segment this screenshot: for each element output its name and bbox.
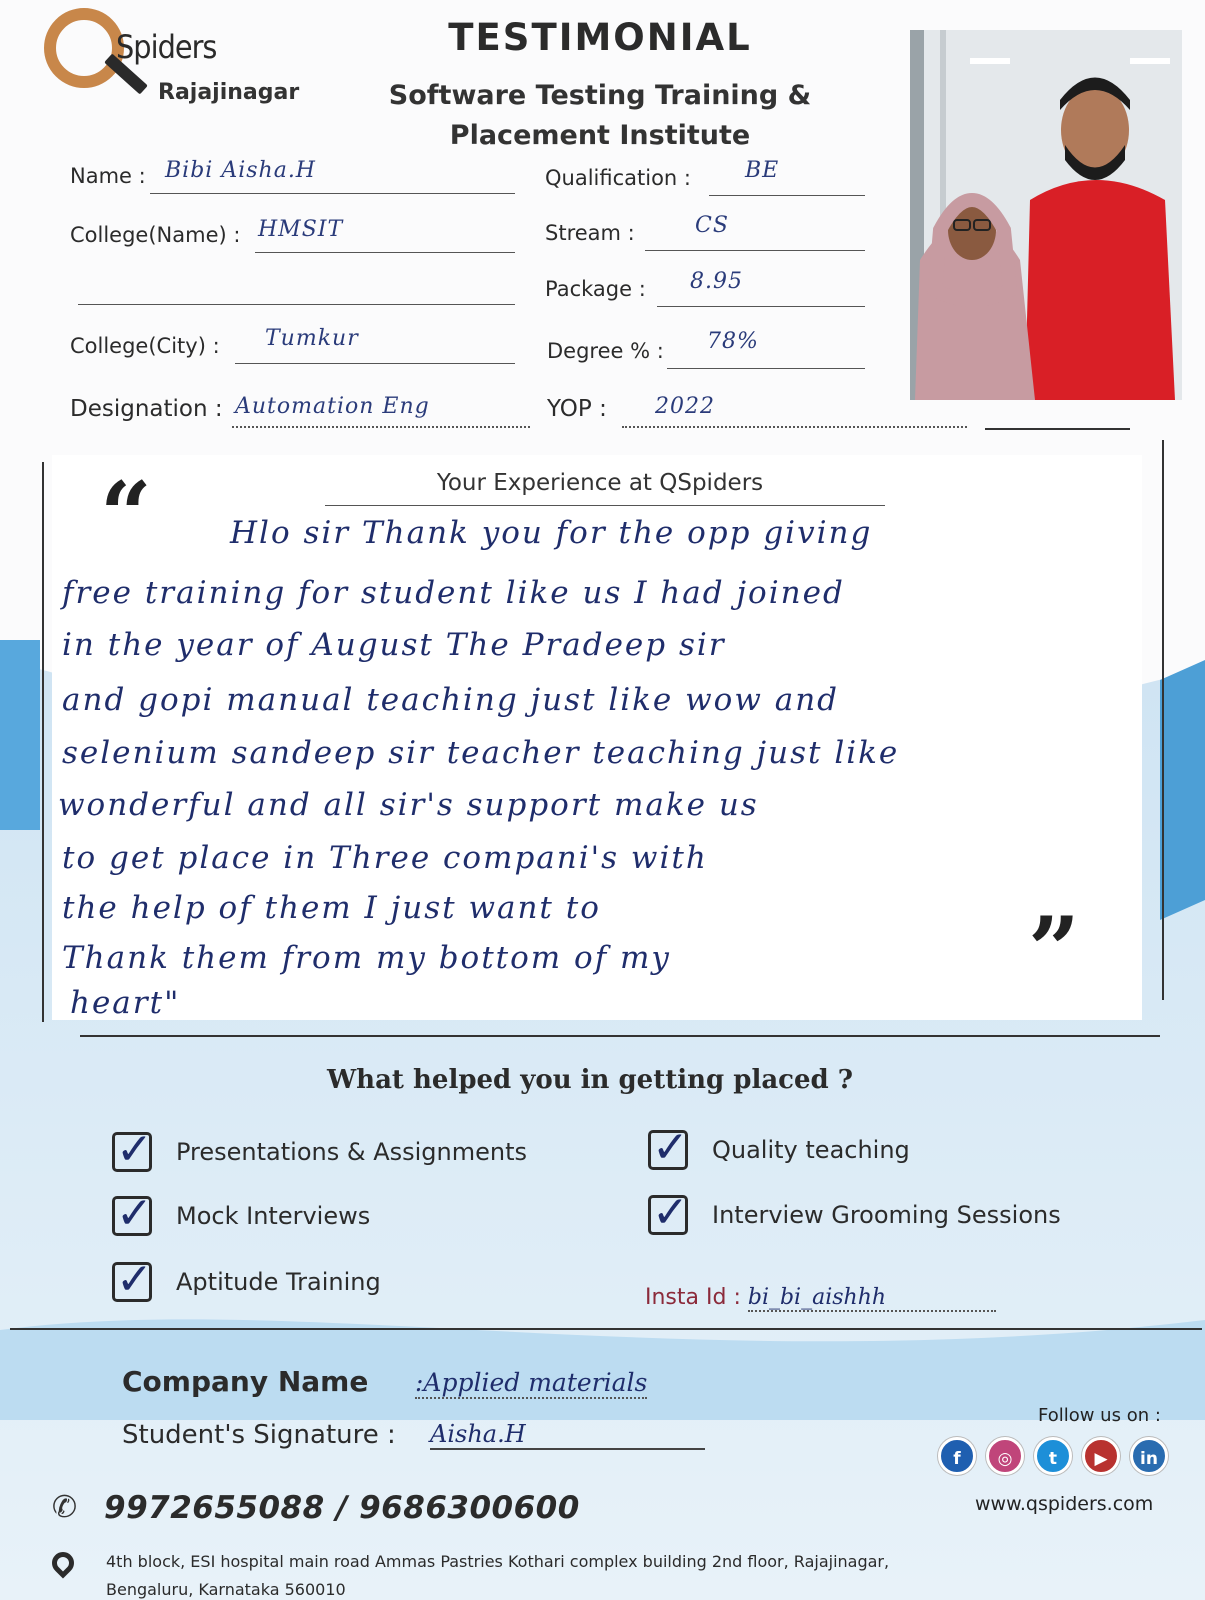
phone-icon: ✆ [52, 1490, 78, 1525]
yop-value: 2022 [655, 394, 715, 419]
college-city-field [70, 326, 515, 364]
name-field [70, 158, 515, 194]
student-photo [910, 30, 1182, 400]
experience-line: Hlo sir Thank you for the opp giving [230, 515, 873, 551]
stream-underline [645, 250, 865, 251]
package-value: 8.95 [690, 269, 743, 294]
experience-line: selenium sandeep sir teacher teaching just like [62, 735, 900, 771]
name-value: Bibi Aisha.H [165, 158, 316, 183]
college-name-extra-line [78, 275, 515, 305]
qspiders-logo [44, 8, 334, 118]
qualification-value: BE [745, 158, 780, 183]
checkmark-icon: ✓ [116, 1188, 153, 1239]
youtube-icon[interactable]: ▶ [1082, 1437, 1120, 1475]
designation-dotline [232, 426, 530, 428]
college-city-underline [235, 363, 515, 364]
experience-line: the help of them I just want to [62, 890, 601, 926]
yop-dotline [622, 426, 967, 428]
stream-field [545, 213, 865, 251]
insta-value: bi_bi_aishhh [748, 1285, 996, 1312]
experience-frame-left [42, 462, 44, 1022]
subtitle-line-1: Software Testing Training & [388, 80, 812, 111]
section-divider [10, 1328, 1202, 1330]
name-underline [150, 193, 515, 194]
package-underline [657, 306, 865, 307]
experience-frame-top [985, 428, 1130, 430]
qualification-label: Qualification : [545, 166, 691, 190]
college-city-value: Tumkur [265, 326, 359, 351]
experience-title-underline [325, 505, 885, 506]
stream-label: Stream : [545, 221, 635, 245]
stream-value: CS [695, 213, 729, 238]
logo-q-ring [44, 8, 124, 88]
experience-line: heart" [70, 985, 181, 1021]
insta-field [645, 1285, 996, 1310]
insta-label: Insta Id : [645, 1285, 741, 1310]
college-name-underline-2 [78, 304, 515, 305]
address [106, 1548, 1006, 1600]
college-name-field [70, 217, 515, 253]
designation-label: Designation : [70, 396, 223, 422]
logo-brand-text: Spiders [116, 28, 217, 66]
logo-branch: Rajajinagar [158, 80, 300, 105]
designation-value: Automation Eng [235, 394, 430, 419]
experience-line: in the year of August The Pradeep sir [62, 627, 726, 663]
checkbox-label: Quality teaching [712, 1136, 910, 1164]
checkbox-label: Aptitude Training [176, 1268, 381, 1296]
twitter-icon[interactable]: t [1034, 1437, 1072, 1475]
name-label: Name : [70, 164, 146, 188]
college-name-underline [255, 252, 515, 253]
experience-line: Thank them from my bottom of my [62, 940, 671, 976]
degree-underline [667, 368, 865, 369]
experience-line: wonderful and all sir's support make us [58, 787, 759, 823]
experience-line: to get place in Three compani's with [62, 840, 708, 876]
checkmark-icon: ✓ [652, 1187, 689, 1238]
experience-title: Your Experience at QSpiders [436, 470, 764, 496]
follow-label: Follow us on : [1038, 1405, 1161, 1426]
address-line-2: Bengaluru, Karnataka 560010 [106, 1580, 346, 1599]
college-name-label: College(Name) : [70, 223, 241, 247]
yop-field [547, 396, 967, 430]
facebook-icon[interactable]: f [938, 1437, 976, 1475]
close-quote-icon: ” [1028, 897, 1080, 1003]
company-name-label: Company Name [122, 1365, 369, 1398]
checkbox-label: Interview Grooming Sessions [712, 1201, 1061, 1229]
subtitle-line-2: Placement Institute [449, 120, 751, 151]
checkmark-icon: ✓ [652, 1122, 689, 1173]
experience-line: free training for student like us I had joined [62, 575, 845, 611]
package-label: Package : [545, 277, 646, 301]
checkmark-icon: ✓ [116, 1254, 153, 1305]
phone-numbers: 9972655088 / 9686300600 [104, 1490, 580, 1526]
college-name-value: HMSIT [258, 217, 344, 242]
checkmark-icon: ✓ [116, 1124, 153, 1175]
address-line-1: 4th block, ESI hospital main road Ammas Pastries Kothari complex building 2nd floor, Rajajinagar, [106, 1552, 890, 1571]
checkbox-label: Presentations & Assignments [176, 1138, 528, 1166]
degree-field [547, 329, 865, 369]
experience-line: and gopi manual teaching just like wow and [62, 682, 840, 718]
degree-value: 78% [707, 329, 759, 354]
degree-label: Degree % : [547, 339, 664, 363]
company-name-value: :Applied materials [415, 1368, 648, 1397]
qualification-underline [709, 195, 865, 196]
instagram-icon[interactable]: ◎ [986, 1437, 1024, 1475]
website-link[interactable]: www.qspiders.com [975, 1493, 1154, 1515]
helped-title: What helped you in getting placed ? [326, 1065, 854, 1095]
linkedin-icon[interactable]: in [1130, 1437, 1168, 1475]
open-quote-icon: “ [100, 462, 152, 568]
signature-label: Student's Signature : [122, 1420, 396, 1450]
page-subtitle [360, 76, 840, 156]
signature-value: Aisha.H [430, 1420, 705, 1450]
experience-frame-bottom [80, 1035, 1160, 1037]
experience-frame-right [1162, 440, 1164, 1000]
page-title: TESTIMONIAL [448, 16, 752, 59]
checkbox-label: Mock Interviews [176, 1202, 371, 1230]
qualification-field [545, 158, 865, 196]
designation-field [70, 396, 530, 430]
package-field [545, 269, 865, 307]
yop-label: YOP : [547, 396, 607, 422]
college-city-label: College(City) : [70, 334, 220, 358]
